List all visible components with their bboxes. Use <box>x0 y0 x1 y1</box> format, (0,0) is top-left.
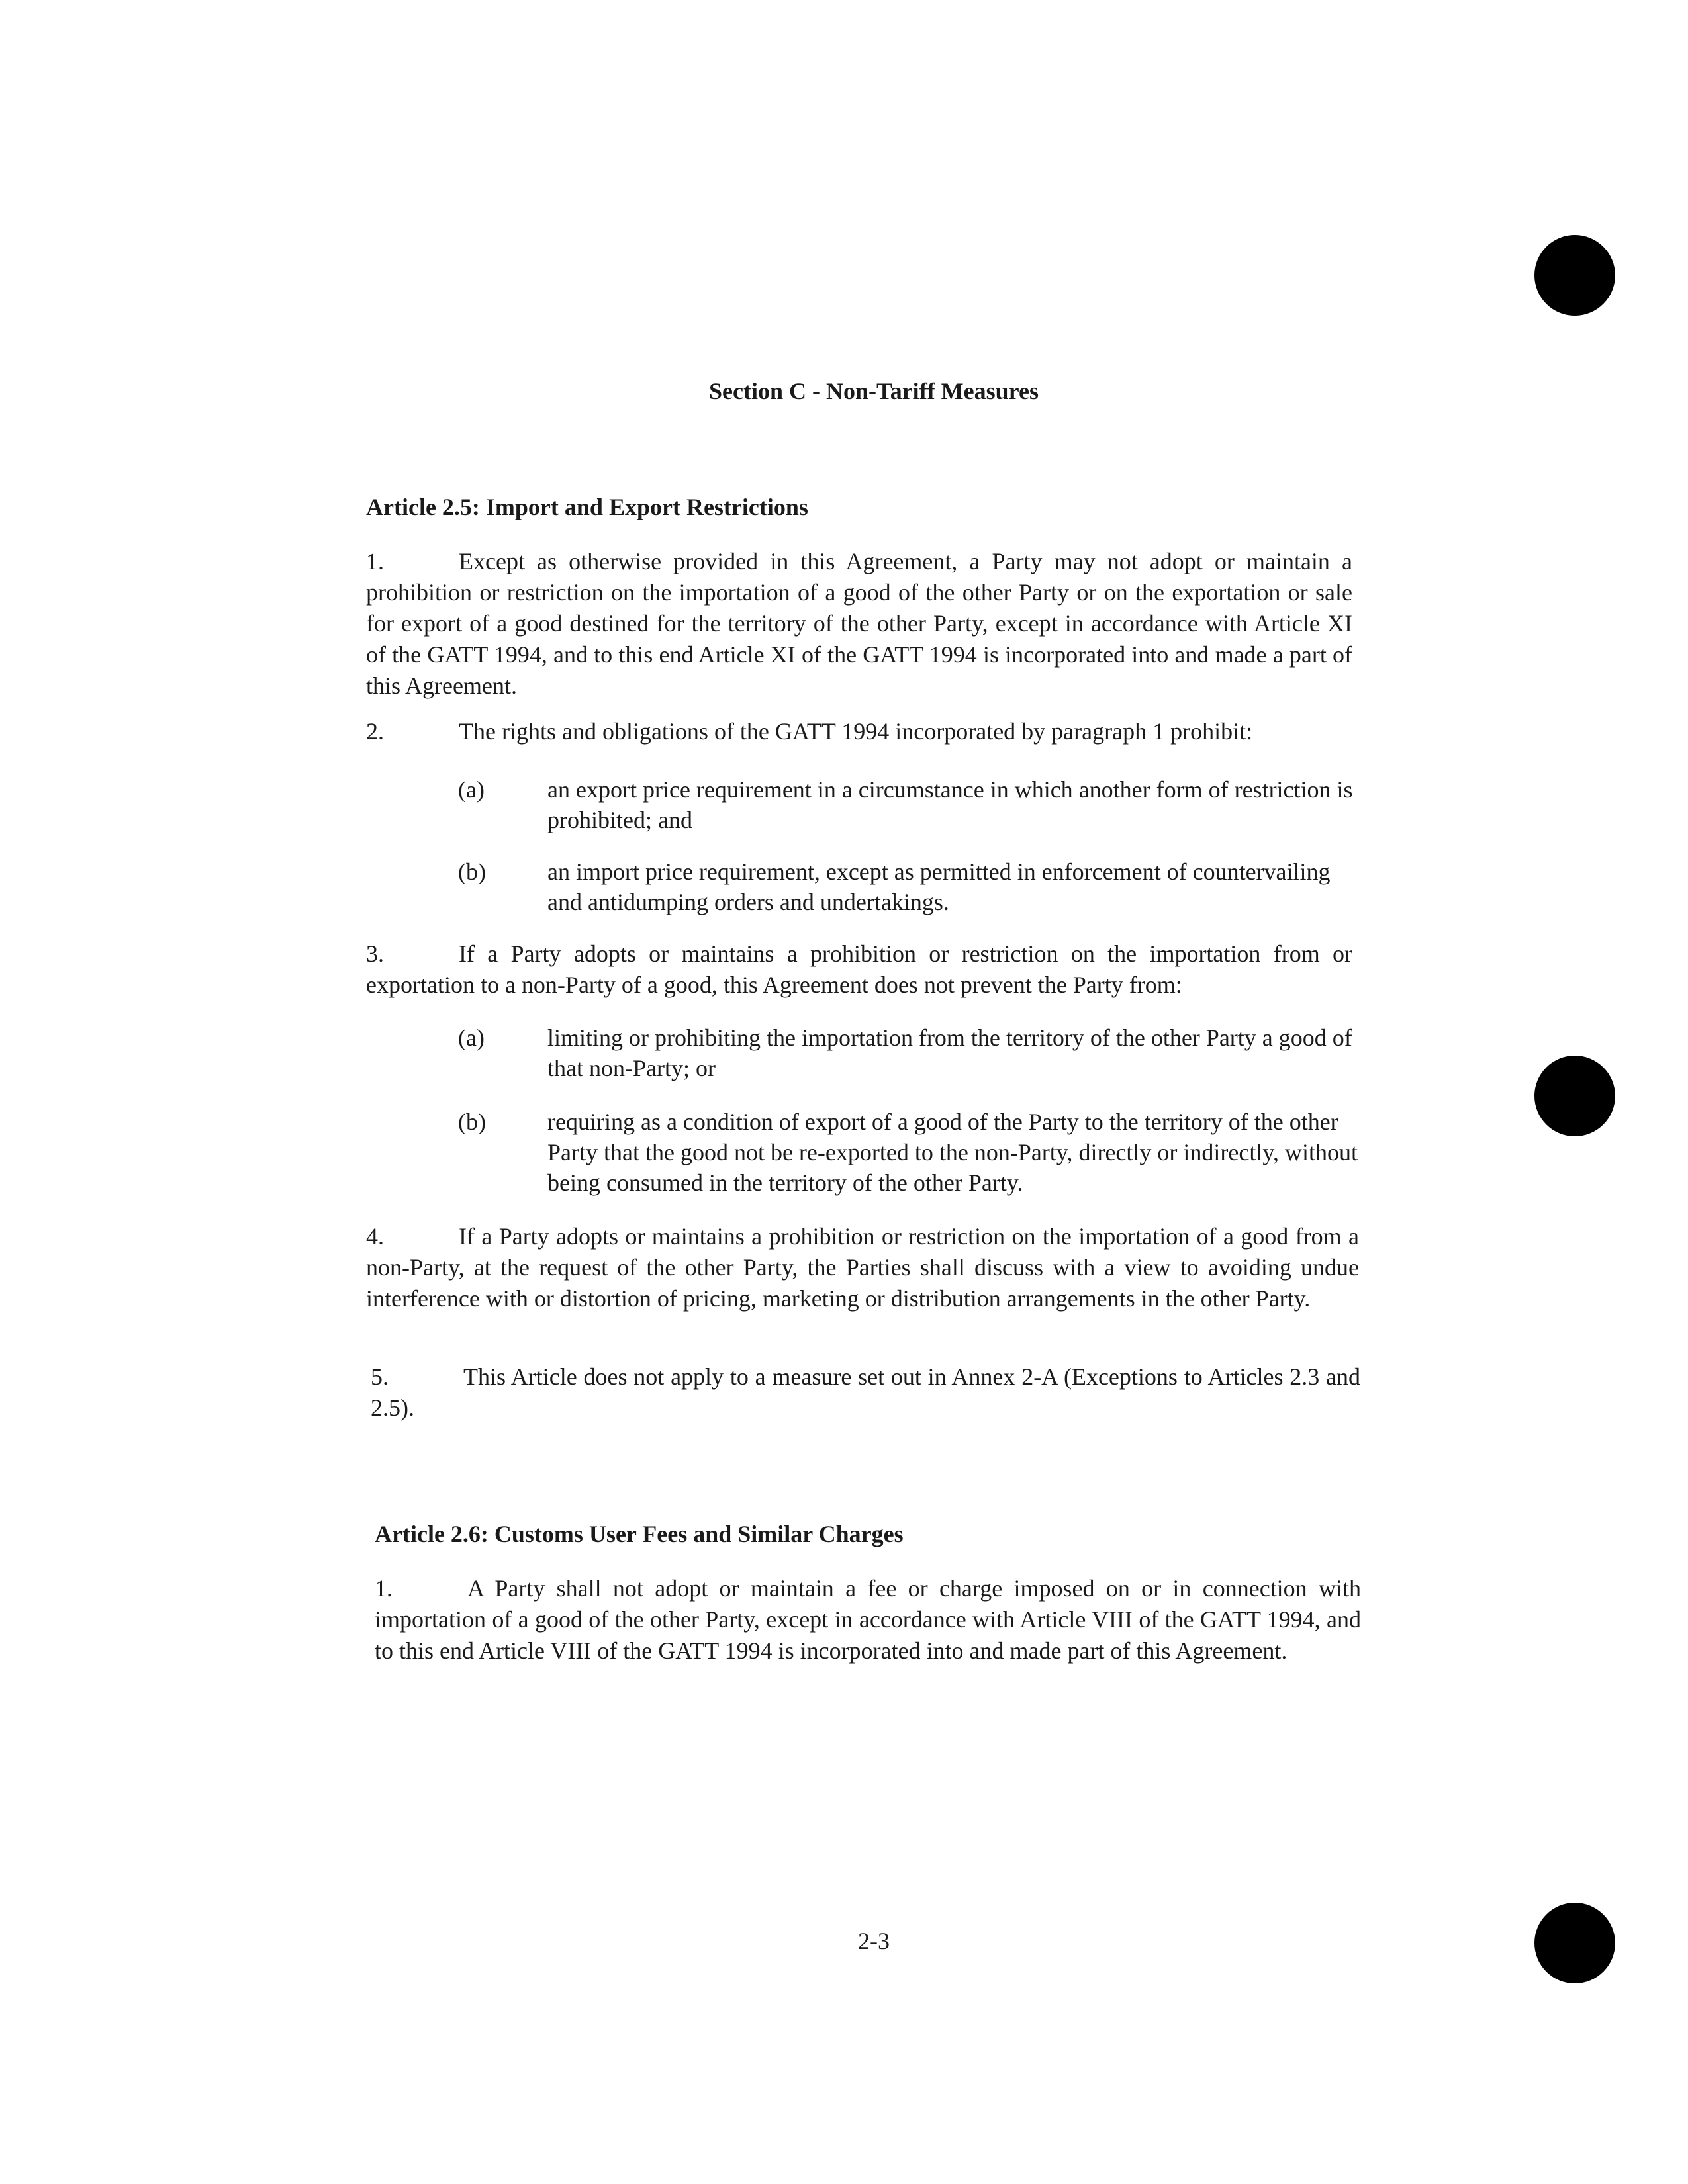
paragraph-number: 4. <box>366 1223 384 1250</box>
binder-hole <box>1534 235 1615 316</box>
paragraph <box>366 1221 1359 1314</box>
paragraph-number: 1. <box>366 548 384 574</box>
paragraph-text: If a Party adopts or maintains a prohibition or restriction on the importation from or exportation to a non-Party of a good, this Agreement does not prevent the Party from: <box>366 940 1352 998</box>
sub-item-text: requiring as a condition of export of a good of the Party to the territory of the other Party that the good not be re-exported to the non-Party, directly or indirectly, without being consumed in the territory of the other Party. <box>547 1109 1358 1196</box>
binder-hole <box>1534 1056 1615 1136</box>
paragraph-number: 5. <box>371 1363 389 1390</box>
paragraph <box>366 546 1352 702</box>
paragraph-number: 1. <box>375 1575 393 1602</box>
sub-item-label: (b) <box>458 858 486 885</box>
sub-item-text: an export price requirement in a circumstance in which another form of restriction is prohibited; and <box>547 776 1353 833</box>
paragraph-text: Except as otherwise provided in this Agreement, a Party may not adopt or maintain a prohibition or restriction on the importation of a good of the other Party or on the exportation or sale for export of a good destined for the territory of the other Party, except in accordance with Article XI of the GATT 1994, and to this end Article XI of the GATT 1994 is incorporated into and made a part of this Agreement. <box>366 548 1352 699</box>
paragraph <box>375 1573 1361 1666</box>
sub-item-label: (a) <box>458 1024 485 1051</box>
sub-item-label: (b) <box>458 1109 486 1135</box>
article-heading: Article 2.6: Customs User Fees and Similar Charges <box>375 1521 904 1547</box>
section-title: Section C - Non-Tariff Measures <box>709 378 1039 404</box>
paragraph-text: If a Party adopts or maintains a prohibition or restriction on the importation of a good from a non-Party, at the request of the other Party, the Parties shall discuss with a view to avoiding undue interference with or distortion of pricing, marketing or distribution arrangements in the other Party. <box>366 1223 1359 1312</box>
paragraph-number: 2. <box>366 718 384 745</box>
sub-item-text: limiting or prohibiting the importation from the territory of the other Party a good of that non-Party; or <box>547 1024 1352 1081</box>
paragraph-number: 3. <box>366 940 384 967</box>
sub-item-label: (a) <box>458 776 485 803</box>
paragraph <box>371 1361 1360 1424</box>
sub-item-text: an import price requirement, except as permitted in enforcement of countervailing and antidumping orders and undertakings. <box>547 858 1331 915</box>
paragraph <box>366 716 1352 747</box>
page-number: 2-3 <box>858 1928 890 1954</box>
paragraph-text: The rights and obligations of the GATT 1994 incorporated by paragraph 1 prohibit: <box>459 718 1253 745</box>
paragraph <box>366 938 1352 1001</box>
paragraph-text: This Article does not apply to a measure set out in Annex 2-A (Exceptions to Articles 2.3 and 2.5). <box>371 1363 1360 1421</box>
paragraph-text: A Party shall not adopt or maintain a fee or charge imposed on or in connection with importation of a good of the other Party, except in accordance with Article VIII of the GATT 1994, and to this end Article VIII of the GATT 1994 is incorporated into and made part of this Agreement. <box>375 1575 1361 1664</box>
article-heading: Article 2.5: Import and Export Restrictions <box>366 494 808 520</box>
